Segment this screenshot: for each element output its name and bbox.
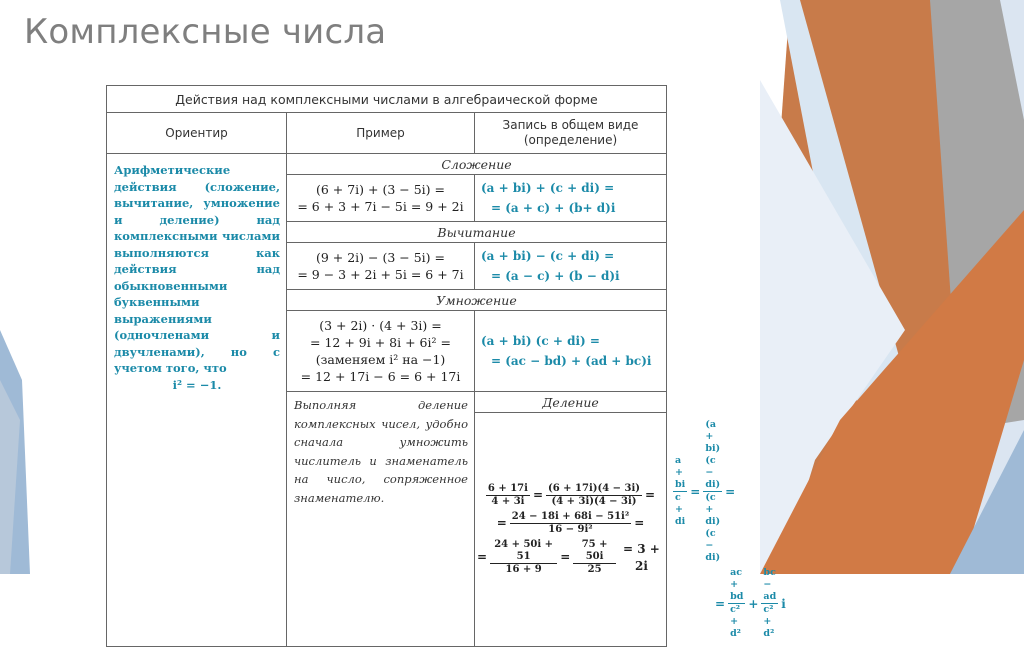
- subtraction-example: [287, 243, 475, 290]
- imaginary-unit: i: [781, 596, 786, 611]
- equals-sign: =: [560, 550, 571, 564]
- multiplication-example-line-3: (заменяем i² на −1): [315, 352, 446, 367]
- header-definition: Запись в общем виде (определение): [475, 113, 667, 154]
- frac-def-2: [703, 419, 722, 564]
- section-addition: Сложение: [287, 154, 667, 175]
- equals-sign: =: [532, 488, 543, 502]
- subtraction-example-line-1: (9 + 2i) − (3 − 5i) =: [315, 250, 446, 265]
- header-example: Пример: [287, 113, 475, 154]
- header-orientir: Ориентир: [107, 113, 287, 154]
- multiplication-example-line-2: = 12 + 9i + 8i + 6i² =: [310, 335, 451, 350]
- multiplication-example: [287, 311, 475, 392]
- division-example-line-1: [477, 483, 664, 508]
- frac-den: 16 − 9i²: [548, 524, 593, 535]
- frac-den: 4 + 3i: [491, 496, 525, 507]
- frac-den: (4 + 3i)(4 − 3i): [551, 496, 637, 507]
- section-division: Деление: [475, 392, 667, 413]
- division-example-line-2: [477, 511, 664, 536]
- frac-den: c + di: [675, 492, 686, 527]
- equals-sign: =: [725, 484, 736, 499]
- subtraction-definition-line-1: (a + bi) − (c + di) =: [481, 249, 615, 263]
- division-example: [475, 413, 667, 647]
- frac-num: (a + bi)(c − di): [705, 419, 721, 490]
- frac-example-2: [546, 483, 642, 508]
- section-multiplication: Умножение: [287, 290, 667, 311]
- frac-example-3: [510, 511, 631, 536]
- frac-def-3: [728, 567, 745, 640]
- frac-den: (c + di)(c − di): [705, 492, 721, 563]
- frac-den: 16 + 9: [505, 564, 542, 575]
- equals-sign: =: [634, 516, 645, 530]
- frac-num: 6 + 17i: [487, 483, 528, 494]
- division-result: = 3 + 2i: [623, 541, 660, 573]
- multiplication-example-line-4: = 12 + 17i − 6 = 6 + 17i: [300, 369, 461, 384]
- orientir-arithmetic: [107, 154, 287, 647]
- frac-example-4: [490, 539, 557, 576]
- plus-sign: +: [748, 596, 759, 611]
- complex-operations-table: [106, 85, 786, 647]
- frac-num: bc − ad: [763, 567, 777, 602]
- frac-num: 24 + 50i + 51: [490, 539, 557, 564]
- frac-num: 24 − 18i + 68i − 51i²: [511, 511, 630, 522]
- frac-den: c² + d²: [763, 604, 775, 639]
- frac-num: a + bi: [675, 455, 686, 490]
- frac-den: 25: [587, 564, 602, 575]
- subtraction-example-line-2: = 9 − 3 + 2i + 5i = 6 + 7i: [297, 267, 464, 282]
- addition-definition-line-1: (a + bi) + (c + di) =: [481, 181, 615, 195]
- frac-def-1: [673, 455, 687, 528]
- multiplication-definition-line-1: (a + bi) (c + di) =: [481, 334, 600, 348]
- subtraction-definition-line-2: = (a − c) + (b − d)i: [491, 269, 620, 283]
- division-definition-line-2: [673, 567, 786, 640]
- addition-example-line-1: (6 + 7i) + (3 − 5i) =: [315, 182, 446, 197]
- orientir-arithmetic-text: Арифметические действия (сложение, вычитание, умножение и деление) над комплексными числами выполняются как действия над обыкновенными буквенными выражениями (одночленами и двучленами), но с учетом того, что: [114, 163, 280, 375]
- orientir-arithmetic-note: i² = −1.: [172, 377, 222, 392]
- subtraction-definition: [475, 243, 667, 290]
- multiplication-example-line-1: (3 + 2i) · (4 + 3i) =: [319, 318, 442, 333]
- equals-sign: =: [477, 550, 488, 564]
- table-title: Действия над комплексными числами в алгебраической форме: [107, 86, 667, 113]
- division-example-line-3: [477, 539, 664, 576]
- equals-sign: =: [645, 488, 656, 502]
- frac-example-1: [486, 483, 530, 508]
- slide-title: Комплексные числа: [24, 12, 387, 52]
- addition-example: [287, 175, 475, 222]
- frac-num: ac + bd: [730, 567, 744, 602]
- frac-def-4: [761, 567, 778, 640]
- addition-example-line-2: = 6 + 3 + 7i − 5i = 9 + 2i: [297, 199, 464, 214]
- addition-definition: [475, 175, 667, 222]
- addition-definition-line-2: = (a + c) + (b+ d)i: [491, 201, 616, 215]
- section-subtraction: Вычитание: [287, 222, 667, 243]
- equals-sign: =: [715, 596, 726, 611]
- frac-num: (6 + 17i)(4 − 3i): [548, 483, 640, 494]
- equals-sign: =: [690, 484, 701, 499]
- multiplication-definition: [475, 311, 667, 392]
- frac-example-5: [573, 539, 616, 576]
- multiplication-definition-line-2: = (ac − bd) + (ad + bc)i: [491, 354, 652, 368]
- frac-num: 75 + 50i: [573, 539, 616, 564]
- equals-sign: =: [496, 516, 507, 530]
- frac-den: c² + d²: [730, 604, 741, 639]
- orientir-division: Выполняя деление комплексных чисел, удобно сначала умножить числитель и знаменатель на число, сопряженное знаменателю.: [287, 392, 475, 647]
